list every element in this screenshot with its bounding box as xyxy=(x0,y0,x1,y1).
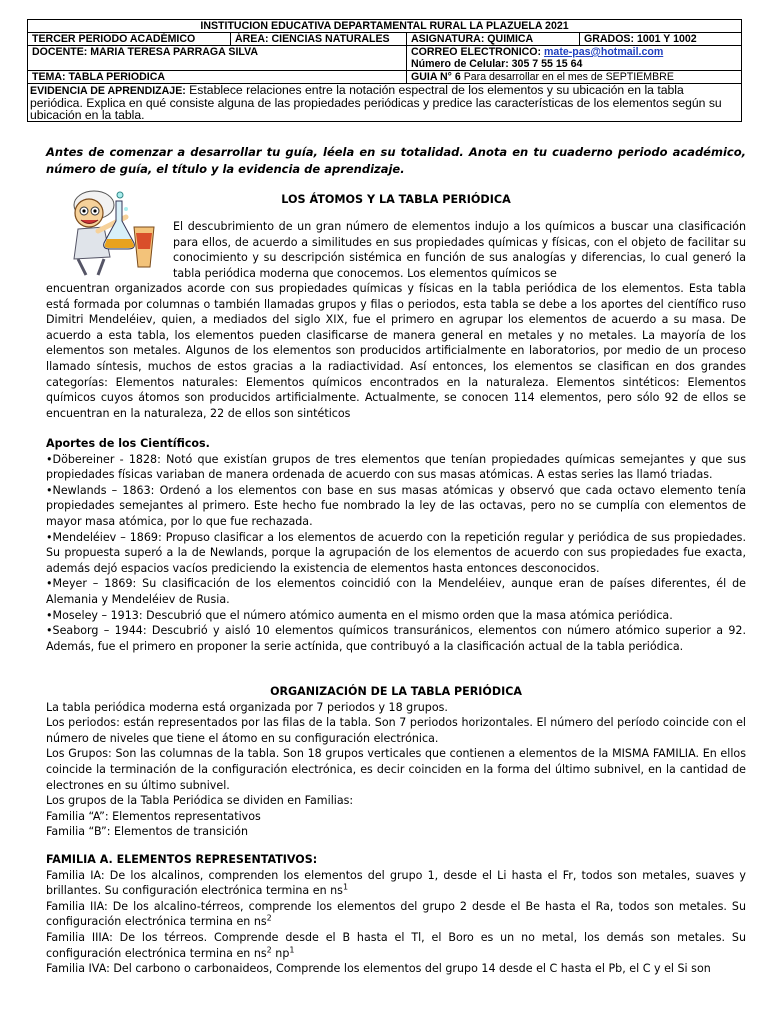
scientist-illustration xyxy=(64,187,164,279)
evidence-label: EVIDENCIA DE APRENDIZAJE: xyxy=(30,85,186,97)
contact-cell xyxy=(407,46,742,71)
guide-label: GUIA N° 6 xyxy=(411,71,464,83)
section-title-organization: ORGANIZACIÓN DE LA TABLA PERIÓDICA xyxy=(270,685,522,698)
org-paragraph: Familia “A”: Elementos representativos xyxy=(46,809,261,823)
evidence-text: Establece relaciones entre la notación espectral de los elementos y su ubicación en la tabla periódica. Explica en qué consiste alguna de las propiedades periódicas y predice las características de los elementos según su ubicación en la tabla. xyxy=(30,83,722,122)
aportes-section xyxy=(46,436,746,654)
aporte-item: •Meyer – 1869: Su clasificación de los elementos coincidió con la Mendeléiev, aunque eran de países diferentes, él de Alemania y Mendeléiev de Rusia. xyxy=(46,577,746,606)
guide-text: Para desarrollar en el mes de SEPTIEMBRE xyxy=(463,71,674,83)
period-cell: TERCER PERIODO ACADÉMICO xyxy=(28,33,231,46)
org-paragraph: La tabla periódica moderna está organizada por 7 periodos y 18 grupos. xyxy=(46,700,448,714)
aportes-title: Aportes de los Científicos. xyxy=(46,437,210,450)
grades-cell: GRADOS: 1001 Y 1002 xyxy=(580,33,742,46)
family-iiia: Familia IIIA: De los térreos. Comprende desde el B hasta el Tl, el Boro es un no metal, los demás son metales. Su configuración electrónica termina en $ns^2$ $np^1$ xyxy=(46,930,746,960)
aporte-item: •Newlands – 1863: Ordenó a los elementos con base en sus masas atómicas y observó que cada octavo elemento tenía propiedades semejantes al primero. Este hecho fue nombrado la ley de las octavas, pero no se cumplía con elementos de mayor masa atómica, por lo que fue rechazada. xyxy=(46,483,746,528)
aporte-item: •Moseley – 1913: Descubrió que el número atómico aumenta en el mismo orden que la masa atómica periódica. xyxy=(46,608,673,622)
org-paragraph: Los periodos: están representados por las filas de la tabla. Son 7 periodos horizontales. El número del período coincide con el número de niveles que tiene el átomo en su configuración electrónica. xyxy=(46,716,746,745)
organization-section xyxy=(46,684,746,840)
area-cell: ÁREA: CIENCIAS NATURALES xyxy=(231,33,407,46)
phone: Número de Celular: 305 7 55 15 64 xyxy=(411,58,583,70)
org-paragraph: Los Grupos: Son las columnas de la tabla. Son 18 grupos verticales que contienen a elementos de la MISMA FAMILIA. En ellos coincide la terminación de la configuración electrónica, es decir coinciden en la forma del último subnivel, en la cantidad de electrones en su último subnivel. xyxy=(46,747,746,792)
institution-name: INSTITUCION EDUCATIVA DEPARTAMENTAL RURAL LA PLAZUELA 2021 xyxy=(28,20,742,33)
guide-cell xyxy=(407,71,742,84)
aporte-item: •Döbereiner - 1828: Notó que existían grupos de tres elementos que tenían propiedades químicas semejantes y que sus propiedades físicas variaban de manera ordenada de acuerdo con sus masas atómicas. A estas series las llamó triadas. xyxy=(46,452,746,482)
family-a-section xyxy=(46,852,746,977)
family-ia: Familia IA: De los alcalinos, comprenden los elementos del grupo 1, desde el Li hasta el Fr, todos son metales, suaves y brillantes. Su configuración electrónica termina en $ns^1$ xyxy=(46,868,746,898)
topic-cell: TEMA: TABLA PERIODICA xyxy=(28,71,407,84)
aporte-item: •Mendeléiev – 1869: Propuso clasificar a los elementos de acuerdo con la repetición regular y periódica de sus propiedades. Su propuesta superó a la de Newlands, porque la agrupación de los elementos de acuerdo con sus propiedades fue exacta, además dejó espacios vacíos prediciendo la existencia de elementos hasta entonces desconocidos. xyxy=(46,530,746,575)
evidence-cell xyxy=(28,84,742,122)
section-title-family-a: FAMILIA A. ELEMENTOS REPRESENTATIVOS: xyxy=(46,853,318,866)
subject-cell: ASIGNATURA: QUIMICA xyxy=(407,33,580,46)
org-paragraph: Los grupos de la Tabla Periódica se dividen en Familias: xyxy=(46,794,354,808)
intro-instructions: Antes de comenzar a desarrollar tu guía, léela en su totalidad. Anota en tu cuaderno periodo académico, número de guía, el título y la evidencia de aprendizaje. xyxy=(46,145,746,176)
family-iva: Familia IVA: Del carbono o carbonaideos, Comprende los elementos del grupo 14 desde el C hasta el Pb, el C y el Si son xyxy=(46,962,711,976)
email-link[interactable]: mate-pas@hotmail.com xyxy=(544,46,664,58)
section1-wrapped-text: El descubrimiento de un gran número de elementos indujo a los químicos a buscar una clasificación para ellos, de acuerdo a similitudes en sus propiedades químicas y físicas, con el objeto de facilitar su conocimiento y su descripción sistémica en función de sus analogías y diferencias, lo cual generó la tabla periódica moderna que conocemos. Los elementos químicos se xyxy=(173,220,746,280)
section1-body: encuentran organizados acorde con sus propiedades químicas y físicas en la tabla periódica de los elementos. Esta tabla está formada por columnas o también llamadas grupos y filas o periodos, esta tabla se debe a los aportes del científico ruso Dimitri Mendeléiev, quien, a mediados del siglo XIX, fue el primero en agrupar los elementos de acuerdo a su masa. De acuerdo a esta tabla, los elementos pueden clasificarse de manera general en metales y no metales. La mayoría de los elementos son metales. Algunos de los elementos son producidos artificialmente en laboratorios, por medio de un proceso llamado síntesis, muchos de estos gracias a la radiactividad. Así entonces, los elementos se clasifican en dos grandes categorías: Elementos naturales: Elementos químicos encontrados en la naturaleza. Elementos sintéticos: Elementos químicos cuyos átomos son producidos artificialmente. Actualmente, se conocen 114 elementos, pero sólo 92 de ellos se encuentran en la naturaleza, 22 de ellos son sintéticos xyxy=(46,282,746,420)
org-paragraph: Familia “B”: Elementos de transición xyxy=(46,825,248,839)
aporte-item: •Seaborg – 1944: Descubrió y aisló 10 elementos químicos transuránicos, elementos con número atómico superior a 92. Además, fue el primero en proponer la serie actínida, que contribuyó a la clasificación actual de la tabla periódica. xyxy=(46,624,746,653)
section-title-atoms: LOS ÁTOMOS Y LA TABLA PERIÓDICA xyxy=(281,193,511,206)
header-table xyxy=(27,19,742,122)
teacher-cell: DOCENTE: MARIA TERESA PARRAGA SILVA xyxy=(28,46,407,71)
email-label: CORREO ELECTRONICO: xyxy=(411,46,545,58)
family-iia: Familia IIA: De los alcalino-térreos, comprende los elementos del grupo 2 desde el Be hasta el Ra, todos son metales. Su configuración electrónica termina en $ns^2$ xyxy=(46,899,746,929)
